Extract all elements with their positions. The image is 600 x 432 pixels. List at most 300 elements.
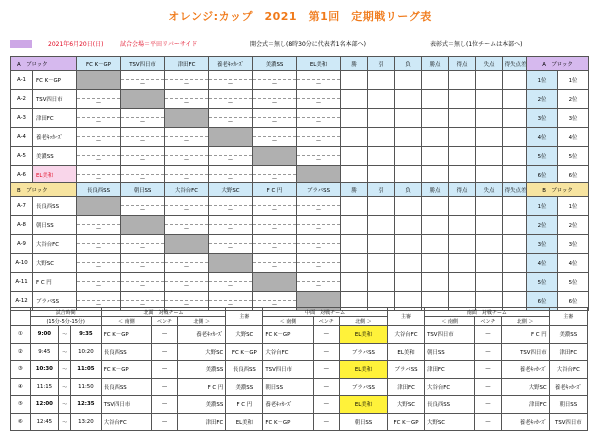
schedule-row	[11, 343, 588, 361]
result-dash: —	[228, 207, 234, 213]
stat-header: 得点	[449, 183, 476, 197]
stat-cell	[503, 197, 529, 216]
stat-cell	[368, 147, 395, 166]
score-slot	[121, 235, 164, 244]
rank-place: 6位	[527, 292, 558, 311]
result-dash: —	[96, 119, 102, 125]
result-cell	[253, 71, 297, 90]
time-separator: 〜	[59, 413, 71, 431]
stat-cell	[503, 273, 529, 292]
stat-cell	[476, 90, 503, 109]
team-name: 大野SC	[33, 254, 77, 273]
stat-cell	[341, 71, 368, 90]
stat-cell	[476, 273, 503, 292]
score-slot	[297, 71, 340, 80]
stat-cell	[395, 197, 422, 216]
result-dash: —	[184, 207, 190, 213]
result-cell	[121, 197, 165, 216]
stat-cell	[395, 90, 422, 109]
stat-cell	[503, 147, 529, 166]
stat-cell	[422, 71, 449, 90]
bench-dash: —	[151, 326, 177, 344]
result-cell	[209, 273, 253, 292]
stat-cell	[449, 109, 476, 128]
bench-header: ベンチ	[151, 317, 177, 326]
score-slot	[209, 273, 252, 282]
time-separator: 〜	[59, 343, 71, 361]
rank-place: 1位	[527, 197, 558, 216]
stat-cell	[395, 147, 422, 166]
result-dash: —	[316, 283, 322, 289]
result-dash: —	[184, 81, 190, 87]
middle-referee: 大谷台FC	[387, 326, 424, 344]
stat-cell	[368, 109, 395, 128]
result-cell	[77, 109, 121, 128]
team-name: 養老ｷｯｶｰｽﾞ	[33, 128, 77, 147]
result-dash: —	[316, 245, 322, 251]
stat-cell	[341, 197, 368, 216]
south-court-north-team: 津田FC	[501, 396, 549, 414]
result-dash: —	[272, 176, 278, 182]
bench-dash: —	[475, 361, 501, 379]
south-court-north-team: 養老ｷｯｶｰｽﾞ	[501, 361, 549, 379]
north-court-north-team: 津田FC	[178, 413, 226, 431]
result-cell	[121, 235, 165, 254]
stat-header: 失点	[476, 183, 503, 197]
middle-court-south-team: 養老ｷｯｶｰｽﾞ	[263, 396, 313, 414]
team-name: EL美和	[33, 166, 77, 185]
stat-cell	[503, 90, 529, 109]
result-cell	[297, 109, 341, 128]
score-slot	[253, 109, 296, 118]
match-number: ⑤	[11, 396, 31, 414]
north-court-north-team: 美濃SS	[178, 396, 226, 414]
league-row	[11, 216, 529, 235]
result-dash: —	[228, 81, 234, 87]
result-dash: —	[184, 283, 190, 289]
north-referee: F C 円	[226, 396, 263, 414]
self-cell	[121, 216, 165, 235]
time-separator: 〜	[59, 396, 71, 414]
stat-cell	[422, 147, 449, 166]
stat-cell	[395, 216, 422, 235]
team-header: F C 円	[253, 183, 297, 197]
referee-header: 主審	[549, 308, 587, 326]
north-court-south-team: 長良西SS	[101, 378, 151, 396]
rank-table-a	[526, 56, 589, 185]
result-dash: —	[184, 100, 190, 106]
team-index: A-12	[11, 292, 33, 311]
league-table-b	[10, 182, 529, 311]
schedule-row	[11, 396, 588, 414]
stat-cell	[422, 128, 449, 147]
result-dash: —	[96, 283, 102, 289]
bench-dash: —	[475, 396, 501, 414]
stat-cell	[476, 197, 503, 216]
bench-dash: —	[151, 396, 177, 414]
score-slot	[121, 71, 164, 80]
stat-cell	[503, 235, 529, 254]
team-header: 養老ｷｯｶｰｽﾞ	[209, 57, 253, 71]
schedule-row	[11, 413, 588, 431]
south-side-header: ＜ 南側	[263, 317, 313, 326]
score-slot	[77, 216, 120, 225]
stat-cell	[341, 128, 368, 147]
bench-dash: —	[313, 361, 339, 379]
block-label: B ブロック	[11, 183, 77, 197]
stat-cell	[341, 90, 368, 109]
result-dash: —	[316, 100, 322, 106]
bench-dash: —	[475, 343, 501, 361]
score-slot	[121, 166, 164, 175]
north-court-north-team: 養老ｷｯｶｰｽﾞ	[178, 326, 226, 344]
score-slot	[253, 235, 296, 244]
result-cell	[165, 71, 209, 90]
court-header: 南面 対戦チーム	[425, 308, 550, 317]
result-dash: —	[272, 207, 278, 213]
rank-place: 1位	[527, 71, 558, 90]
referee-header: 主審	[387, 308, 424, 326]
awards-info: 表彰式＝無し(1位チームは本部へ)	[430, 41, 523, 48]
north-court-north-team: 大野SC	[178, 343, 226, 361]
team-name: 朝日SS	[33, 216, 77, 235]
rank-value: 3位	[558, 235, 589, 254]
score-slot	[209, 197, 252, 206]
middle-referee: EL美和	[387, 343, 424, 361]
score-slot	[297, 235, 340, 244]
stat-cell	[368, 216, 395, 235]
league-row	[11, 128, 529, 147]
result-cell	[165, 197, 209, 216]
stat-header: 勝点	[422, 57, 449, 71]
result-dash: —	[272, 226, 278, 232]
score-slot	[165, 273, 208, 282]
north-court-north-team: 美濃SS	[178, 361, 226, 379]
result-dash: —	[228, 100, 234, 106]
rank-header: B ブロック	[527, 183, 589, 197]
result-dash: —	[96, 176, 102, 182]
self-cell	[121, 90, 165, 109]
result-dash: —	[316, 138, 322, 144]
stat-cell	[395, 109, 422, 128]
result-dash: —	[140, 302, 146, 308]
score-slot	[209, 147, 252, 156]
rank-place: 5位	[527, 147, 558, 166]
team-name: 美濃SS	[33, 147, 77, 166]
score-slot	[253, 197, 296, 206]
stat-header: 失点	[476, 57, 503, 71]
stat-cell	[449, 147, 476, 166]
match-number: ①	[11, 326, 31, 344]
stat-cell	[341, 273, 368, 292]
result-dash: —	[316, 207, 322, 213]
score-slot	[209, 292, 252, 301]
start-time: 9:00	[30, 326, 58, 344]
score-slot	[253, 71, 296, 80]
result-dash: —	[184, 264, 190, 270]
result-cell	[253, 128, 297, 147]
stat-header: 得点	[449, 57, 476, 71]
stat-cell	[368, 235, 395, 254]
result-dash: —	[184, 176, 190, 182]
result-dash: —	[96, 226, 102, 232]
stat-cell	[476, 128, 503, 147]
stat-cell	[476, 109, 503, 128]
venue-info: 試合会場＝平田リバーサイド	[120, 41, 198, 48]
result-cell	[77, 90, 121, 109]
match-number: ③	[11, 361, 31, 379]
self-cell	[165, 109, 209, 128]
score-slot	[165, 128, 208, 137]
result-cell	[165, 147, 209, 166]
middle-court-north-team: EL美和	[339, 326, 387, 344]
north-side-header: 北側 ＞	[339, 317, 387, 326]
score-slot	[253, 292, 296, 301]
stat-cell	[449, 235, 476, 254]
north-court-south-team: 長良西SS	[101, 343, 151, 361]
result-dash: —	[228, 302, 234, 308]
north-referee: 大野SC	[226, 326, 263, 344]
result-cell	[209, 235, 253, 254]
stat-cell	[341, 216, 368, 235]
result-dash: —	[228, 226, 234, 232]
team-header: ブラバSS	[297, 183, 341, 197]
team-index: A-1	[11, 71, 33, 90]
result-dash: —	[96, 245, 102, 251]
result-cell	[77, 216, 121, 235]
result-cell	[165, 254, 209, 273]
bench-dash: —	[151, 378, 177, 396]
north-court-south-team: FC K－GP	[101, 326, 151, 344]
south-court-south-team: 大谷台FC	[425, 378, 475, 396]
result-cell	[209, 197, 253, 216]
middle-court-north-team: ブラバSS	[339, 343, 387, 361]
result-dash: —	[184, 226, 190, 232]
stat-cell	[341, 147, 368, 166]
team-name: 大谷台FC	[33, 235, 77, 254]
result-cell	[253, 109, 297, 128]
result-cell	[121, 273, 165, 292]
team-index: A-5	[11, 147, 33, 166]
self-cell	[209, 128, 253, 147]
stat-cell	[422, 90, 449, 109]
score-slot	[253, 166, 296, 175]
rank-place: 3位	[527, 235, 558, 254]
score-slot	[121, 273, 164, 282]
north-referee: 美濃SS	[226, 378, 263, 396]
score-slot	[209, 216, 252, 225]
opening-info: 開会式＝無し(8時30分に代表者1名本部へ)	[250, 41, 366, 48]
team-name: 津田FC	[33, 109, 77, 128]
rank-header: A ブロック	[527, 57, 589, 71]
stat-cell	[422, 273, 449, 292]
result-dash: —	[272, 302, 278, 308]
end-time: 9:35	[71, 326, 102, 344]
stat-cell	[449, 197, 476, 216]
south-court-north-team: F C 円	[501, 326, 549, 344]
north-referee: EL美和	[226, 413, 263, 431]
score-slot	[209, 109, 252, 118]
result-cell	[209, 109, 253, 128]
self-cell	[253, 147, 297, 166]
north-referee: FC K－GP	[226, 343, 263, 361]
bench-dash: —	[313, 326, 339, 344]
result-cell	[253, 216, 297, 235]
start-time: 12:00	[30, 396, 58, 414]
result-cell	[77, 128, 121, 147]
rank-value: 2位	[558, 90, 589, 109]
start-time: 10:30	[30, 361, 58, 379]
self-cell	[253, 273, 297, 292]
court-header: 中面 対戦チーム	[263, 308, 388, 317]
result-cell	[297, 216, 341, 235]
result-cell	[121, 254, 165, 273]
stat-cell	[476, 235, 503, 254]
bench-dash: —	[313, 343, 339, 361]
result-dash: —	[140, 119, 146, 125]
result-dash: —	[316, 264, 322, 270]
league-table-a	[10, 56, 529, 185]
stat-cell	[476, 71, 503, 90]
rank-place: 2位	[527, 90, 558, 109]
stat-cell	[503, 128, 529, 147]
south-court-north-team: TSV四日市	[501, 343, 549, 361]
stat-cell	[449, 273, 476, 292]
score-slot	[165, 71, 208, 80]
south-referee: 美濃SS	[549, 326, 587, 344]
score-slot	[165, 166, 208, 175]
result-dash: —	[272, 119, 278, 125]
result-cell	[121, 147, 165, 166]
result-cell	[253, 235, 297, 254]
team-index: A-4	[11, 128, 33, 147]
result-dash: —	[96, 264, 102, 270]
stat-cell	[368, 273, 395, 292]
league-row	[11, 109, 529, 128]
league-row	[11, 71, 529, 90]
stat-cell	[341, 235, 368, 254]
stat-cell	[395, 128, 422, 147]
rank-value: 6位	[558, 166, 589, 185]
start-time: 11:15	[30, 378, 58, 396]
stat-cell	[395, 254, 422, 273]
rank-value: 4位	[558, 128, 589, 147]
south-referee: 大谷台FC	[549, 361, 587, 379]
rank-place: 3位	[527, 109, 558, 128]
stat-cell	[449, 90, 476, 109]
team-name: ブラバSS	[33, 292, 77, 311]
south-court-south-team: TSV四日市	[425, 326, 475, 344]
north-court-north-team: F C 円	[178, 378, 226, 396]
rank-place: 4位	[527, 254, 558, 273]
north-court-south-team: 大谷台FC	[101, 413, 151, 431]
north-referee: 長良西SS	[226, 361, 263, 379]
stat-cell	[341, 254, 368, 273]
bench-dash: —	[151, 343, 177, 361]
result-cell	[77, 147, 121, 166]
result-cell	[297, 147, 341, 166]
bench-header: ベンチ	[313, 317, 339, 326]
rank-value: 1位	[558, 197, 589, 216]
team-header: 長良西SS	[77, 183, 121, 197]
stat-cell	[395, 273, 422, 292]
score-slot	[209, 166, 252, 175]
middle-court-south-team: 大谷台FC	[263, 343, 313, 361]
result-cell	[209, 71, 253, 90]
score-slot	[165, 197, 208, 206]
score-slot	[165, 292, 208, 301]
stat-cell	[422, 197, 449, 216]
middle-court-south-team: FC K－GP	[263, 326, 313, 344]
schedule-row	[11, 378, 588, 396]
result-cell	[253, 197, 297, 216]
score-slot	[121, 292, 164, 301]
self-cell	[165, 235, 209, 254]
team-index: A-11	[11, 273, 33, 292]
team-index: A-6	[11, 166, 33, 185]
stat-cell	[395, 235, 422, 254]
result-dash: —	[140, 138, 146, 144]
bench-dash: —	[313, 396, 339, 414]
stat-header: 勝	[341, 57, 368, 71]
stat-cell	[422, 109, 449, 128]
time-header: 試合時間	[30, 308, 101, 317]
stat-header: 負	[395, 183, 422, 197]
stat-cell	[476, 216, 503, 235]
stat-cell	[368, 90, 395, 109]
stat-cell	[503, 109, 529, 128]
result-dash: —	[140, 157, 146, 163]
stat-cell	[503, 254, 529, 273]
south-court-north-team: 大野SC	[501, 378, 549, 396]
score-slot	[77, 292, 120, 301]
south-court-south-team: 津田FC	[425, 361, 475, 379]
score-slot	[297, 273, 340, 282]
score-slot	[121, 197, 164, 206]
score-slot	[121, 254, 164, 263]
result-dash: —	[96, 157, 102, 163]
result-dash: —	[184, 138, 190, 144]
middle-court-south-team: TSV四日市	[263, 361, 313, 379]
result-dash: —	[228, 119, 234, 125]
schedule-table	[10, 307, 588, 431]
result-cell	[77, 273, 121, 292]
match-number: ④	[11, 378, 31, 396]
south-referee: 養老ｷｯｶｰｽﾞ	[549, 378, 587, 396]
middle-court-north-team: EL美和	[339, 396, 387, 414]
result-dash: —	[316, 81, 322, 87]
bench-dash: —	[475, 326, 501, 344]
stat-cell	[368, 71, 395, 90]
stat-cell	[476, 147, 503, 166]
team-header: 大谷台FC	[165, 183, 209, 197]
result-cell	[121, 71, 165, 90]
middle-court-south-team: FC K－GP	[263, 413, 313, 431]
score-slot	[209, 235, 252, 244]
middle-referee: ブラバSS	[387, 361, 424, 379]
team-header: 美濃SS	[253, 57, 297, 71]
north-side-header: 北側 ＞	[501, 317, 549, 326]
result-dash: —	[228, 245, 234, 251]
result-dash: —	[228, 283, 234, 289]
start-time: 12:45	[30, 413, 58, 431]
result-dash: —	[316, 157, 322, 163]
bench-dash: —	[151, 413, 177, 431]
block-label: A ブロック	[11, 57, 77, 71]
stat-cell	[476, 254, 503, 273]
rank-value: 1位	[558, 71, 589, 90]
north-court-south-team: TSV四日市	[101, 396, 151, 414]
